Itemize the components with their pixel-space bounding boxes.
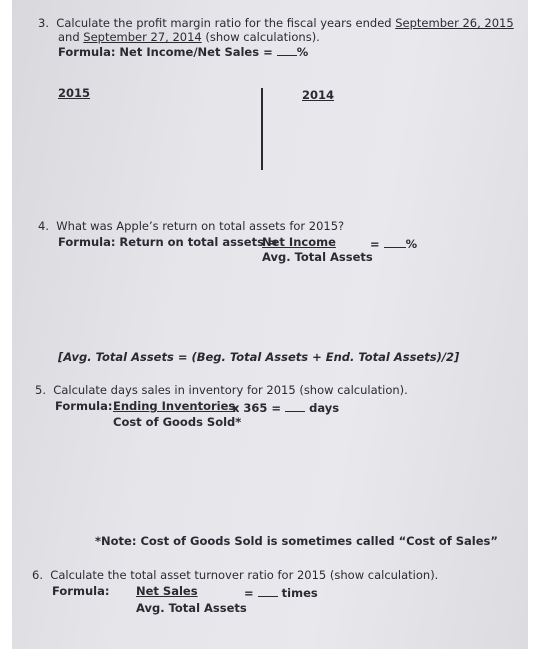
q6-number: 6. <box>32 568 43 582</box>
q4-equals-blank <box>370 236 417 251</box>
q6-equals-blank <box>244 585 318 600</box>
q3-column-2015: 2015 <box>58 86 91 100</box>
q6-equals: = <box>244 586 254 600</box>
q5-line1 <box>35 383 408 397</box>
q3-percent-sign: % <box>296 45 309 59</box>
q5-formula-label: Formula: <box>55 399 113 413</box>
q6-denominator: Avg. Total Assets <box>136 601 247 615</box>
q3-number: 3. <box>38 16 49 30</box>
q3-line2-prefix: and <box>58 30 84 44</box>
q5-question-text: Calculate days sales in inventory for 2015 (show calculation). <box>53 383 408 397</box>
q3-line2-suffix: (show calculations). <box>201 30 320 44</box>
q4-number: 4. <box>38 219 49 233</box>
q3-formula <box>58 44 308 59</box>
q6-numerator: Net Sales <box>136 584 198 598</box>
q5-multiplier: x 365 = <box>232 401 282 415</box>
q5-cogs-footnote: *Note: Cost of Goods Sold is sometimes called “Cost of Sales” <box>95 534 498 548</box>
q5-unit: days <box>309 401 340 415</box>
q6-question-text: Calculate the total asset turnover ratio for 2015 (show calculation). <box>50 568 439 582</box>
q3-line2 <box>58 30 320 44</box>
q6-line1 <box>32 568 438 582</box>
q6-unit: times <box>281 586 318 600</box>
q4-line1 <box>38 219 344 233</box>
q3-answer-blank <box>277 44 297 56</box>
q3-question-text: Calculate the profit margin ratio for the fiscal years ended <box>56 16 396 30</box>
q4-answer-blank <box>384 236 406 248</box>
q4-denominator: Avg. Total Assets <box>262 250 373 264</box>
q3-date-2015: September 26, 2015 <box>395 16 514 30</box>
q4-percent-sign: % <box>405 237 418 251</box>
q3-line1 <box>38 16 514 30</box>
q5-multiplier-blank <box>232 400 339 415</box>
q4-question-text: What was Apple’s return on total assets for 2015? <box>56 219 345 233</box>
q4-formula-label: Formula: Return on total assets = <box>58 235 278 249</box>
q4-equals: = <box>370 237 380 251</box>
q4-numerator: Net Income <box>262 235 336 249</box>
q3-column-2014: 2014 <box>302 88 335 102</box>
q5-answer-blank <box>285 400 305 412</box>
q3-column-divider <box>261 88 263 170</box>
q5-numerator: Ending Inventories <box>113 399 236 413</box>
q5-denominator: Cost of Goods Sold* <box>113 415 242 429</box>
q3-formula-text: Formula: Net Income/Net Sales = <box>58 45 277 59</box>
q5-number: 5. <box>35 383 46 397</box>
q3-date-2014: September 27, 2014 <box>83 30 202 44</box>
q6-answer-blank <box>258 585 278 597</box>
worksheet-page <box>12 0 528 649</box>
q6-formula-label: Formula: <box>52 584 110 598</box>
q4-average-note: [Avg. Total Assets = (Beg. Total Assets + End. Total Assets)/2] <box>58 350 460 364</box>
